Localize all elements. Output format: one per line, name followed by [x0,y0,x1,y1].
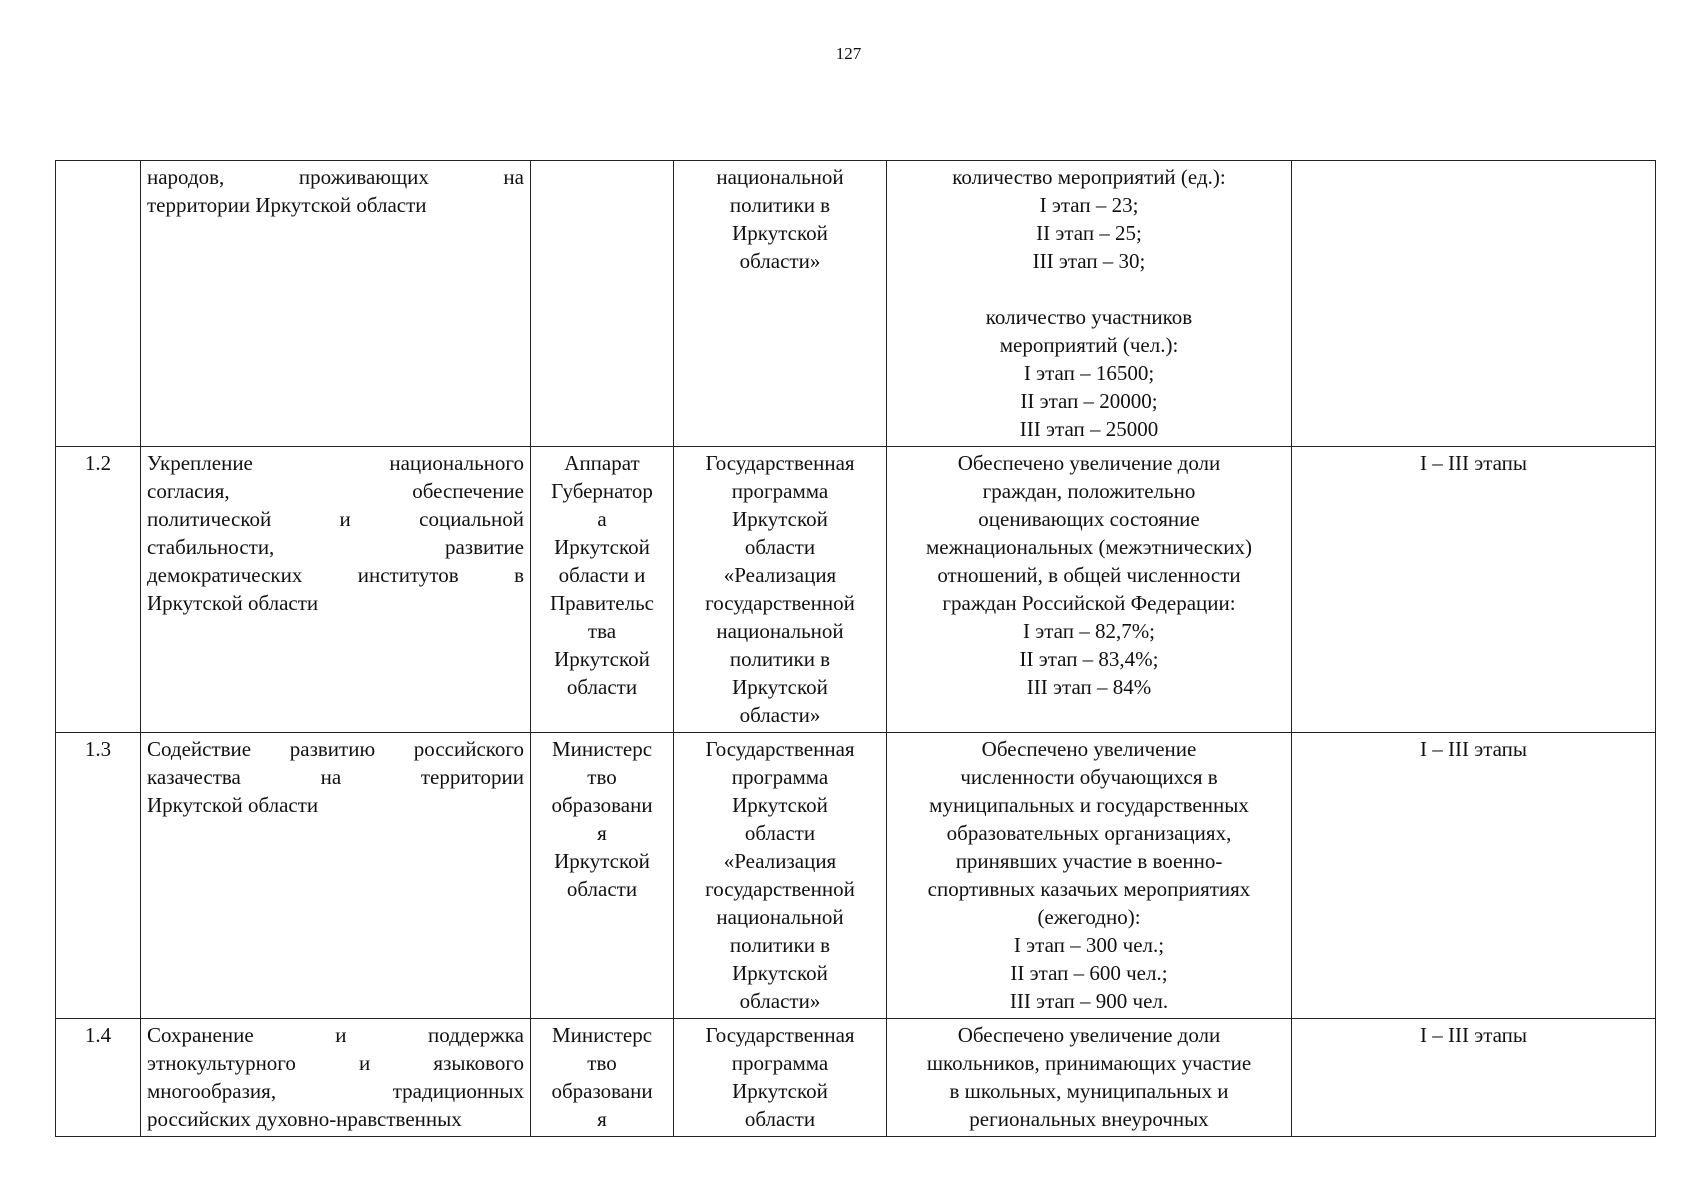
period-text: I – III этапы [1419,1023,1528,1047]
activity-name-line: многообразия, традиционных [147,1079,524,1103]
indicator-line: III этап – 30; [1032,249,1146,273]
indicator-line: школьников, принимающих участие [926,1051,1252,1075]
program-line: национальной [716,165,844,189]
indicator-line: Обеспечено увеличение [981,737,1197,761]
indicator-line: II этап – 83,4%; [1019,647,1159,671]
executor-line: Аппарат [564,451,640,475]
indicator-line: количество участников [985,305,1193,329]
program-line: Иркутской [732,507,828,531]
row-number-text: 1.2 [84,451,112,475]
indicator-line: в школьных, муниципальных и [949,1079,1229,1103]
program-line: Иркутской [732,1079,828,1103]
row-number-cell [56,1019,141,1137]
activity-name-line: народов, проживающих на [147,165,524,189]
program-line: политики в [729,193,831,217]
activity-name-cell [141,447,531,733]
executor-line: а [597,507,607,531]
executor-cell [531,1019,674,1137]
period-cell [1292,1019,1656,1137]
program-line: области» [739,703,821,727]
table-row [56,733,1656,1019]
program-line: «Реализация [723,849,837,873]
activity-name-line: политической и социальной [147,507,524,531]
program-line: программа [731,765,829,789]
indicator-line: (ежегодно): [1037,905,1141,929]
program-line: Иркутской [732,793,828,817]
indicator-line: муниципальных и государственных [929,793,1249,817]
executor-line: области и [558,563,646,587]
indicator-line: оценивающих состояние [978,507,1200,531]
executor-line: я [597,821,607,845]
executor-cell [531,161,674,447]
indicator-line: образовательных организациях, [946,821,1232,845]
program-line: Государственная [705,451,855,475]
indicator-line: отношений, в общей численности [937,563,1241,587]
program-line: области» [739,989,821,1013]
period-cell [1292,447,1656,733]
table-row [56,447,1656,733]
indicator-line: граждан Российской Федерации: [942,591,1236,615]
table-row [56,1019,1656,1137]
indicator-line: I этап – 23; [1039,193,1139,217]
program-line: Иркутской [732,961,828,985]
program-cell [674,447,887,733]
period-cell [1292,733,1656,1019]
executor-line: Министерс [551,1023,653,1047]
executor-line: я [597,1107,607,1131]
activity-name-line: демократических институтов в [147,563,524,587]
activity-name-line: Иркутской области [147,793,319,817]
indicator-line: III этап – 84% [1026,675,1152,699]
program-line: области [744,1107,816,1131]
indicator-cell [887,161,1292,447]
executor-line: Иркутской [554,849,650,873]
indicator-line: II этап – 20000; [1020,389,1158,413]
executor-line: Губернатор [551,479,653,503]
indicator-line: II этап – 600 чел.; [1010,961,1168,985]
indicator-line: межнациональных (межэтнических) [926,535,1252,559]
indicator-line: принявших участие в военно- [955,849,1223,873]
indicator-line: III этап – 25000 [1019,417,1159,441]
program-cell [674,161,887,447]
executor-line: Иркутской [554,647,650,671]
activity-name-cell [141,1019,531,1137]
indicator-cell [887,1019,1292,1137]
indicator-cell [887,733,1292,1019]
row-number-cell [56,161,141,447]
activity-name-line: Иркутской области [147,591,319,615]
program-line: государственной [705,591,855,615]
executor-cell [531,733,674,1019]
page-number: 127 [835,44,862,63]
activity-name-line: казачества на территории [147,765,524,789]
activity-name-line: согласия, обеспечение [147,479,524,503]
executor-line: Иркутской [554,535,650,559]
period-text: I – III этапы [1419,737,1528,761]
program-line: области» [739,249,821,273]
activity-name-cell [141,733,531,1019]
indicator-line: Обеспечено увеличение доли [957,1023,1221,1047]
activity-name-line: Содействие развитию российского [147,737,524,761]
indicator-line: Обеспечено увеличение доли [957,451,1221,475]
executor-line: образовани [551,1079,653,1103]
indicator-line: спортивных казачьих мероприятиях [927,877,1251,901]
row-number-cell [56,733,141,1019]
indicator-line: I этап – 16500; [1023,361,1155,385]
indicator-line: граждан, положительно [982,479,1196,503]
program-line: области [744,535,816,559]
program-table [55,160,1656,1137]
row-number-cell [56,447,141,733]
program-cell [674,733,887,1019]
spacer [893,275,1285,303]
indicator-line: III этап – 900 чел. [1009,989,1169,1013]
program-line: национальной [716,619,844,643]
row-number-text: 1.3 [84,737,112,761]
executor-line: Правительс [549,591,654,615]
table-row [56,161,1656,447]
indicator-line: мероприятий (чел.): [999,333,1179,357]
program-line: Государственная [705,737,855,761]
program-line: Государственная [705,1023,855,1047]
executor-line: тво [587,1051,617,1075]
indicator-line: I этап – 300 чел.; [1013,933,1165,957]
executor-line: тво [587,765,617,789]
indicator-line: I этап – 82,7%; [1022,619,1156,643]
indicator-line: численности обучающихся в [960,765,1218,789]
activity-name-line: Сохранение и поддержка [147,1023,524,1047]
executor-line: тва [587,619,617,643]
activity-name-line: этнокультурного и языкового [147,1051,524,1075]
program-line: области [744,821,816,845]
period-cell [1292,161,1656,447]
executor-cell [531,447,674,733]
activity-name-line: Укрепление национального [147,451,524,475]
program-line: «Реализация [723,563,837,587]
program-cell [674,1019,887,1137]
executor-line: образовани [551,793,653,817]
activity-name-line: стабильности, развитие [147,535,524,559]
program-line: государственной [705,877,855,901]
program-line: политики в [729,647,831,671]
program-line: программа [731,1051,829,1075]
program-line: Иркутской [732,675,828,699]
activity-name-cell [141,161,531,447]
program-line: национальной [716,905,844,929]
activity-name-line: российских духовно-нравственных [147,1107,462,1131]
indicator-line: региональных внеурочных [969,1107,1209,1131]
executor-line: области [566,675,638,699]
executor-line: Министерс [551,737,653,761]
program-line: политики в [729,933,831,957]
indicator-cell [887,447,1292,733]
period-text: I – III этапы [1419,451,1528,475]
row-number-text: 1.4 [84,1023,112,1047]
activity-name-line: территории Иркутской области [147,193,427,217]
indicator-line: количество мероприятий (ед.): [952,165,1226,189]
executor-line: области [566,877,638,901]
program-line: программа [731,479,829,503]
program-line: Иркутской [732,221,828,245]
indicator-line: II этап – 25; [1036,221,1142,245]
